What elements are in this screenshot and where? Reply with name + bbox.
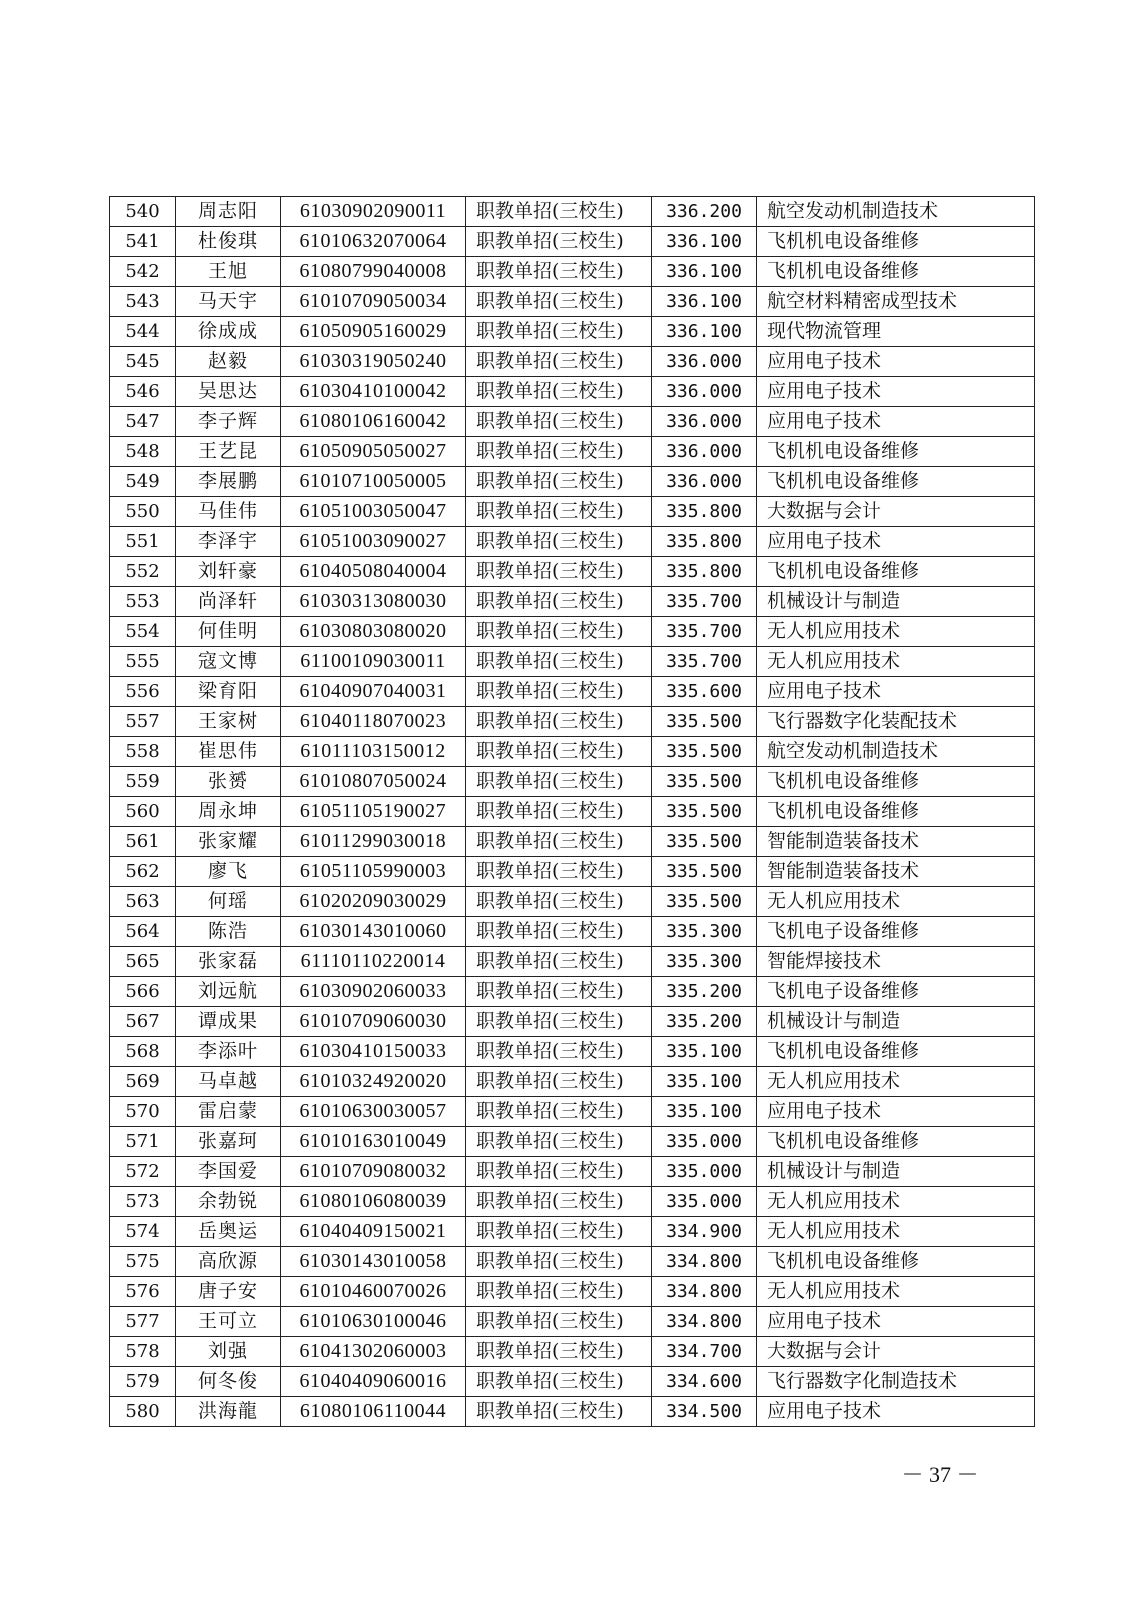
score-cell: 336.000 — [652, 377, 757, 407]
admission-type-cell: 职教单招(三校生) — [466, 497, 652, 527]
exam-id-cell: 61010460070026 — [281, 1277, 466, 1307]
exam-id-cell: 61080106160042 — [281, 407, 466, 437]
score-cell: 335.700 — [652, 617, 757, 647]
major-cell: 应用电子技术 — [757, 377, 1035, 407]
score-cell: 336.000 — [652, 467, 757, 497]
row-number-cell: 540 — [110, 197, 176, 227]
row-number-cell: 541 — [110, 227, 176, 257]
major-cell: 现代物流管理 — [757, 317, 1035, 347]
row-number-cell: 554 — [110, 617, 176, 647]
major-cell: 飞机机电设备维修 — [757, 1127, 1035, 1157]
row-number-cell: 546 — [110, 377, 176, 407]
admission-type-cell: 职教单招(三校生) — [466, 437, 652, 467]
major-cell: 飞机机电设备维修 — [757, 1037, 1035, 1067]
table-row — [110, 827, 1035, 857]
admission-type-cell: 职教单招(三校生) — [466, 287, 652, 317]
major-cell: 飞机机电设备维修 — [757, 227, 1035, 257]
major-cell: 应用电子技术 — [757, 347, 1035, 377]
name-cell: 张家磊 — [176, 947, 281, 977]
major-cell: 航空发动机制造技术 — [757, 197, 1035, 227]
name-cell: 李展鹏 — [176, 467, 281, 497]
name-cell: 李泽宇 — [176, 527, 281, 557]
admission-type-cell: 职教单招(三校生) — [466, 647, 652, 677]
major-cell: 飞机机电设备维修 — [757, 257, 1035, 287]
page-number: － 37 － — [901, 1462, 979, 1487]
score-cell: 335.300 — [652, 917, 757, 947]
admission-type-cell: 职教单招(三校生) — [466, 737, 652, 767]
row-number-cell: 557 — [110, 707, 176, 737]
name-cell: 尚泽轩 — [176, 587, 281, 617]
admission-type-cell: 职教单招(三校生) — [466, 1157, 652, 1187]
row-number-cell: 574 — [110, 1217, 176, 1247]
name-cell: 寇文博 — [176, 647, 281, 677]
table-body — [110, 197, 1035, 1427]
name-cell: 马佳伟 — [176, 497, 281, 527]
name-cell: 张嘉珂 — [176, 1127, 281, 1157]
admission-type-cell: 职教单招(三校生) — [466, 887, 652, 917]
row-number-cell: 548 — [110, 437, 176, 467]
row-number-cell: 558 — [110, 737, 176, 767]
admission-type-cell: 职教单招(三校生) — [466, 347, 652, 377]
admission-type-cell: 职教单招(三校生) — [466, 1397, 652, 1427]
row-number-cell: 549 — [110, 467, 176, 497]
admission-type-cell: 职教单招(三校生) — [466, 1247, 652, 1277]
exam-id-cell: 61010709060030 — [281, 1007, 466, 1037]
name-cell: 余勃锐 — [176, 1187, 281, 1217]
major-cell: 智能制造装备技术 — [757, 857, 1035, 887]
admission-type-cell: 职教单招(三校生) — [466, 1217, 652, 1247]
exam-id-cell: 61040409150021 — [281, 1217, 466, 1247]
score-cell: 335.700 — [652, 587, 757, 617]
table-row — [110, 1217, 1035, 1247]
name-cell: 陈浩 — [176, 917, 281, 947]
name-cell: 杜俊琪 — [176, 227, 281, 257]
major-cell: 大数据与会计 — [757, 1337, 1035, 1367]
score-cell: 336.200 — [652, 197, 757, 227]
score-cell: 334.800 — [652, 1307, 757, 1337]
exam-id-cell: 61040118070023 — [281, 707, 466, 737]
score-cell: 334.800 — [652, 1247, 757, 1277]
row-number-cell: 551 — [110, 527, 176, 557]
admission-type-cell: 职教单招(三校生) — [466, 1037, 652, 1067]
name-cell: 李子辉 — [176, 407, 281, 437]
score-cell: 336.000 — [652, 437, 757, 467]
table-row — [110, 287, 1035, 317]
major-cell: 飞行器数字化装配技术 — [757, 707, 1035, 737]
name-cell: 雷启蒙 — [176, 1097, 281, 1127]
major-cell: 飞行器数字化制造技术 — [757, 1367, 1035, 1397]
admission-type-cell: 职教单招(三校生) — [466, 467, 652, 497]
major-cell: 应用电子技术 — [757, 1397, 1035, 1427]
name-cell: 何瑶 — [176, 887, 281, 917]
exam-id-cell: 61010709080032 — [281, 1157, 466, 1187]
score-cell: 334.600 — [652, 1367, 757, 1397]
exam-id-cell: 61030902060033 — [281, 977, 466, 1007]
table-row — [110, 1247, 1035, 1277]
table-row — [110, 1127, 1035, 1157]
major-cell: 飞机电子设备维修 — [757, 977, 1035, 1007]
admission-list-table — [109, 196, 1035, 1427]
major-cell: 飞机机电设备维修 — [757, 797, 1035, 827]
exam-id-cell: 61041302060003 — [281, 1337, 466, 1367]
name-cell: 刘远航 — [176, 977, 281, 1007]
admission-type-cell: 职教单招(三校生) — [466, 827, 652, 857]
score-cell: 335.200 — [652, 1007, 757, 1037]
exam-id-cell: 61051003090027 — [281, 527, 466, 557]
row-number-cell: 543 — [110, 287, 176, 317]
name-cell: 马卓越 — [176, 1067, 281, 1097]
table-row — [110, 557, 1035, 587]
exam-id-cell: 61080799040008 — [281, 257, 466, 287]
score-cell: 335.800 — [652, 557, 757, 587]
admission-type-cell: 职教单招(三校生) — [466, 947, 652, 977]
name-cell: 赵毅 — [176, 347, 281, 377]
table-row — [110, 797, 1035, 827]
name-cell: 马天宇 — [176, 287, 281, 317]
major-cell: 航空发动机制造技术 — [757, 737, 1035, 767]
row-number-cell: 553 — [110, 587, 176, 617]
table-row — [110, 1277, 1035, 1307]
exam-id-cell: 61110110220014 — [281, 947, 466, 977]
name-cell: 吴思达 — [176, 377, 281, 407]
row-number-cell: 572 — [110, 1157, 176, 1187]
table-row — [110, 347, 1035, 377]
score-cell: 336.000 — [652, 407, 757, 437]
row-number-cell: 579 — [110, 1367, 176, 1397]
major-cell: 飞机电子设备维修 — [757, 917, 1035, 947]
row-number-cell: 570 — [110, 1097, 176, 1127]
admission-type-cell: 职教单招(三校生) — [466, 797, 652, 827]
major-cell: 无人机应用技术 — [757, 1277, 1035, 1307]
major-cell: 机械设计与制造 — [757, 587, 1035, 617]
score-cell: 335.000 — [652, 1187, 757, 1217]
table-row — [110, 1337, 1035, 1367]
exam-id-cell: 61080106080039 — [281, 1187, 466, 1217]
name-cell: 张家耀 — [176, 827, 281, 857]
major-cell: 应用电子技术 — [757, 1097, 1035, 1127]
admission-type-cell: 职教单招(三校生) — [466, 1127, 652, 1157]
exam-id-cell: 61030410150033 — [281, 1037, 466, 1067]
table-row — [110, 317, 1035, 347]
name-cell: 高欣源 — [176, 1247, 281, 1277]
admission-type-cell: 职教单招(三校生) — [466, 317, 652, 347]
score-cell: 335.500 — [652, 767, 757, 797]
table-row — [110, 887, 1035, 917]
major-cell: 飞机机电设备维修 — [757, 437, 1035, 467]
name-cell: 徐成成 — [176, 317, 281, 347]
major-cell: 大数据与会计 — [757, 497, 1035, 527]
table-row — [110, 917, 1035, 947]
table-row — [110, 227, 1035, 257]
name-cell: 何冬俊 — [176, 1367, 281, 1397]
row-number-cell: 544 — [110, 317, 176, 347]
row-number-cell: 580 — [110, 1397, 176, 1427]
score-cell: 335.700 — [652, 647, 757, 677]
major-cell: 应用电子技术 — [757, 1307, 1035, 1337]
name-cell: 崔思伟 — [176, 737, 281, 767]
major-cell: 飞机机电设备维修 — [757, 467, 1035, 497]
row-number-cell: 562 — [110, 857, 176, 887]
exam-id-cell: 61010710050005 — [281, 467, 466, 497]
exam-id-cell: 61030143010058 — [281, 1247, 466, 1277]
score-cell: 336.100 — [652, 317, 757, 347]
table-row — [110, 737, 1035, 767]
table-row — [110, 1307, 1035, 1337]
score-cell: 335.500 — [652, 857, 757, 887]
row-number-cell: 560 — [110, 797, 176, 827]
score-cell: 334.500 — [652, 1397, 757, 1427]
row-number-cell: 568 — [110, 1037, 176, 1067]
name-cell: 刘轩豪 — [176, 557, 281, 587]
exam-id-cell: 61030410100042 — [281, 377, 466, 407]
admission-type-cell: 职教单招(三校生) — [466, 197, 652, 227]
exam-id-cell: 61030143010060 — [281, 917, 466, 947]
exam-id-cell: 61011299030018 — [281, 827, 466, 857]
score-cell: 336.000 — [652, 347, 757, 377]
table-row — [110, 197, 1035, 227]
score-cell: 335.100 — [652, 1097, 757, 1127]
major-cell: 无人机应用技术 — [757, 647, 1035, 677]
major-cell: 机械设计与制造 — [757, 1157, 1035, 1187]
score-cell: 335.200 — [652, 977, 757, 1007]
score-cell: 334.700 — [652, 1337, 757, 1367]
admission-type-cell: 职教单招(三校生) — [466, 917, 652, 947]
table-row — [110, 497, 1035, 527]
score-cell: 335.600 — [652, 677, 757, 707]
name-cell: 王旭 — [176, 257, 281, 287]
admission-type-cell: 职教单招(三校生) — [466, 227, 652, 257]
row-number-cell: 556 — [110, 677, 176, 707]
exam-id-cell: 61010163010049 — [281, 1127, 466, 1157]
admission-type-cell: 职教单招(三校生) — [466, 1007, 652, 1037]
name-cell: 梁育阳 — [176, 677, 281, 707]
score-cell: 335.000 — [652, 1127, 757, 1157]
row-number-cell: 576 — [110, 1277, 176, 1307]
score-cell: 335.800 — [652, 527, 757, 557]
admission-type-cell: 职教单招(三校生) — [466, 617, 652, 647]
table-row — [110, 647, 1035, 677]
exam-id-cell: 61010807050024 — [281, 767, 466, 797]
exam-id-cell: 61030313080030 — [281, 587, 466, 617]
admission-type-cell: 职教单招(三校生) — [466, 1067, 652, 1097]
score-cell: 334.800 — [652, 1277, 757, 1307]
table-row — [110, 1157, 1035, 1187]
major-cell: 智能制造装备技术 — [757, 827, 1035, 857]
exam-id-cell: 61080106110044 — [281, 1397, 466, 1427]
admission-type-cell: 职教单招(三校生) — [466, 1307, 652, 1337]
admission-type-cell: 职教单招(三校生) — [466, 767, 652, 797]
exam-id-cell: 61040508040004 — [281, 557, 466, 587]
row-number-cell: 545 — [110, 347, 176, 377]
exam-id-cell: 61040409060016 — [281, 1367, 466, 1397]
admission-type-cell: 职教单招(三校生) — [466, 1367, 652, 1397]
exam-id-cell: 61051105990003 — [281, 857, 466, 887]
major-cell: 智能焊接技术 — [757, 947, 1035, 977]
table-row — [110, 527, 1035, 557]
score-cell: 334.900 — [652, 1217, 757, 1247]
row-number-cell: 561 — [110, 827, 176, 857]
name-cell: 周志阳 — [176, 197, 281, 227]
major-cell: 机械设计与制造 — [757, 1007, 1035, 1037]
admission-type-cell: 职教单招(三校生) — [466, 977, 652, 1007]
table-row — [110, 767, 1035, 797]
score-cell: 335.300 — [652, 947, 757, 977]
admission-type-cell: 职教单招(三校生) — [466, 677, 652, 707]
name-cell: 李添叶 — [176, 1037, 281, 1067]
table-row — [110, 467, 1035, 497]
name-cell: 谭成果 — [176, 1007, 281, 1037]
score-cell: 335.100 — [652, 1037, 757, 1067]
name-cell: 王艺昆 — [176, 437, 281, 467]
row-number-cell: 559 — [110, 767, 176, 797]
name-cell: 王家树 — [176, 707, 281, 737]
name-cell: 洪海龍 — [176, 1397, 281, 1427]
table-row — [110, 977, 1035, 1007]
major-cell: 应用电子技术 — [757, 527, 1035, 557]
score-cell: 335.500 — [652, 707, 757, 737]
exam-id-cell: 61010630100046 — [281, 1307, 466, 1337]
score-cell: 336.100 — [652, 227, 757, 257]
table-row — [110, 1187, 1035, 1217]
name-cell: 张赟 — [176, 767, 281, 797]
row-number-cell: 565 — [110, 947, 176, 977]
major-cell: 无人机应用技术 — [757, 1217, 1035, 1247]
admission-type-cell: 职教单招(三校生) — [466, 1187, 652, 1217]
exam-id-cell: 61030319050240 — [281, 347, 466, 377]
admission-type-cell: 职教单招(三校生) — [466, 587, 652, 617]
row-number-cell: 578 — [110, 1337, 176, 1367]
row-number-cell: 573 — [110, 1187, 176, 1217]
score-cell: 336.100 — [652, 287, 757, 317]
score-cell: 335.500 — [652, 827, 757, 857]
exam-id-cell: 61051105190027 — [281, 797, 466, 827]
exam-id-cell: 61010324920020 — [281, 1067, 466, 1097]
row-number-cell: 575 — [110, 1247, 176, 1277]
exam-id-cell: 61050905160029 — [281, 317, 466, 347]
row-number-cell: 569 — [110, 1067, 176, 1097]
row-number-cell: 577 — [110, 1307, 176, 1337]
name-cell: 刘强 — [176, 1337, 281, 1367]
table-row — [110, 1397, 1035, 1427]
table-row — [110, 677, 1035, 707]
admission-type-cell: 职教单招(三校生) — [466, 1097, 652, 1127]
admission-type-cell: 职教单招(三校生) — [466, 857, 652, 887]
table-row — [110, 587, 1035, 617]
row-number-cell: 555 — [110, 647, 176, 677]
row-number-cell: 571 — [110, 1127, 176, 1157]
table-row — [110, 1037, 1035, 1067]
exam-id-cell: 61010632070064 — [281, 227, 466, 257]
name-cell: 何佳明 — [176, 617, 281, 647]
exam-id-cell: 61040907040031 — [281, 677, 466, 707]
admission-type-cell: 职教单招(三校生) — [466, 257, 652, 287]
exam-id-cell: 61100109030011 — [281, 647, 466, 677]
major-cell: 飞机机电设备维修 — [757, 767, 1035, 797]
exam-id-cell: 61010630030057 — [281, 1097, 466, 1127]
table-row — [110, 947, 1035, 977]
major-cell: 应用电子技术 — [757, 407, 1035, 437]
score-cell: 335.100 — [652, 1067, 757, 1097]
exam-id-cell: 61010709050034 — [281, 287, 466, 317]
major-cell: 航空材料精密成型技术 — [757, 287, 1035, 317]
name-cell: 唐子安 — [176, 1277, 281, 1307]
row-number-cell: 552 — [110, 557, 176, 587]
admission-type-cell: 职教单招(三校生) — [466, 527, 652, 557]
major-cell: 应用电子技术 — [757, 677, 1035, 707]
score-cell: 335.500 — [652, 737, 757, 767]
name-cell: 王可立 — [176, 1307, 281, 1337]
table-row — [110, 857, 1035, 887]
score-cell: 336.100 — [652, 257, 757, 287]
score-cell: 335.800 — [652, 497, 757, 527]
table-row — [110, 437, 1035, 467]
name-cell: 周永坤 — [176, 797, 281, 827]
row-number-cell: 563 — [110, 887, 176, 917]
row-number-cell: 542 — [110, 257, 176, 287]
row-number-cell: 550 — [110, 497, 176, 527]
exam-id-cell: 61020209030029 — [281, 887, 466, 917]
name-cell: 廖飞 — [176, 857, 281, 887]
table-row — [110, 377, 1035, 407]
exam-id-cell: 61051003050047 — [281, 497, 466, 527]
admission-type-cell: 职教单招(三校生) — [466, 377, 652, 407]
major-cell: 飞机机电设备维修 — [757, 557, 1035, 587]
admission-type-cell: 职教单招(三校生) — [466, 1337, 652, 1367]
row-number-cell: 547 — [110, 407, 176, 437]
major-cell: 无人机应用技术 — [757, 1067, 1035, 1097]
exam-id-cell: 61030803080020 — [281, 617, 466, 647]
admission-type-cell: 职教单招(三校生) — [466, 1277, 652, 1307]
row-number-cell: 564 — [110, 917, 176, 947]
exam-id-cell: 61050905050027 — [281, 437, 466, 467]
name-cell: 李国爱 — [176, 1157, 281, 1187]
major-cell: 无人机应用技术 — [757, 1187, 1035, 1217]
table-row — [110, 1367, 1035, 1397]
score-cell: 335.000 — [652, 1157, 757, 1187]
admission-type-cell: 职教单招(三校生) — [466, 707, 652, 737]
major-cell: 无人机应用技术 — [757, 887, 1035, 917]
exam-id-cell: 61030902090011 — [281, 197, 466, 227]
name-cell: 岳奥运 — [176, 1217, 281, 1247]
table-row — [110, 1007, 1035, 1037]
table-row — [110, 257, 1035, 287]
table-row — [110, 1067, 1035, 1097]
admission-type-cell: 职教单招(三校生) — [466, 557, 652, 587]
score-cell: 335.500 — [652, 797, 757, 827]
major-cell: 飞机机电设备维修 — [757, 1247, 1035, 1277]
row-number-cell: 566 — [110, 977, 176, 1007]
table-row — [110, 707, 1035, 737]
table-row — [110, 1097, 1035, 1127]
major-cell: 无人机应用技术 — [757, 617, 1035, 647]
row-number-cell: 567 — [110, 1007, 176, 1037]
exam-id-cell: 61011103150012 — [281, 737, 466, 767]
table-row — [110, 617, 1035, 647]
table-row — [110, 407, 1035, 437]
admission-type-cell: 职教单招(三校生) — [466, 407, 652, 437]
score-cell: 335.500 — [652, 887, 757, 917]
